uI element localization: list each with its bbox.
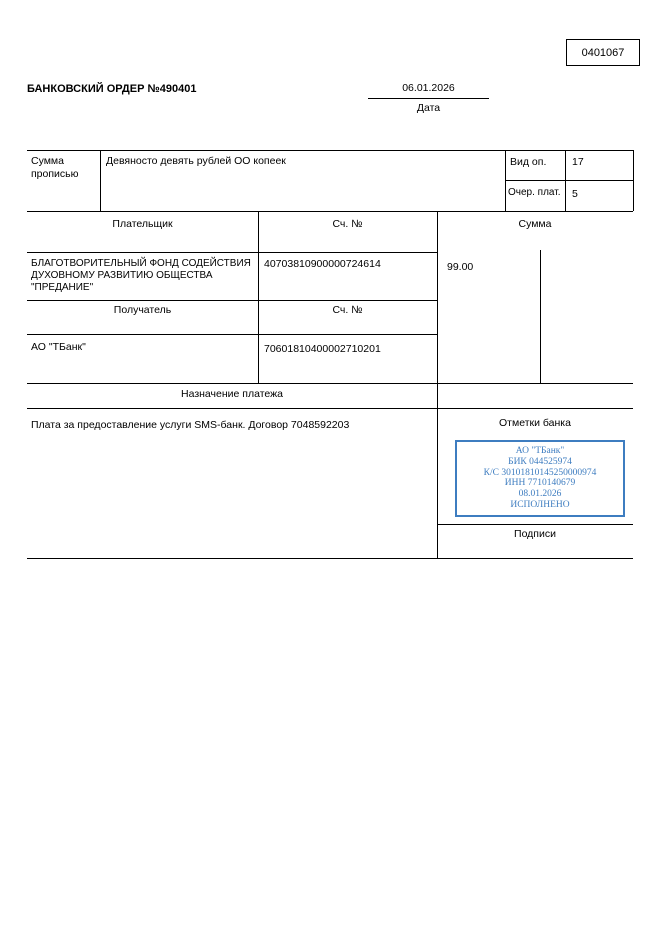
payer-account-header: Сч. № — [332, 218, 363, 230]
stamp-corr-account: К/С 30101810145250000974 — [483, 467, 597, 478]
document-title: БАНКОВСКИЙ ОРДЕР №490401 — [27, 83, 197, 95]
stamp-bik: БИК 044525974 — [508, 456, 572, 467]
recipient-header: Получатель — [113, 304, 172, 316]
amount-words-value: Девяносто девять рублей ОО копеек — [106, 155, 286, 167]
signatures-header: Подписи — [514, 528, 556, 540]
recipient-name: АО "ТБанк" — [31, 341, 86, 353]
table-vline — [540, 250, 541, 383]
date-label: Дата — [416, 102, 441, 114]
stamp-inn: ИНН 7710140679 — [504, 478, 576, 489]
form-code: 0401067 — [581, 46, 625, 59]
operation-type-value: 17 — [572, 156, 584, 168]
priority-label: Очер. плат. — [508, 187, 561, 198]
bank-marks-header: Отметки банка — [499, 417, 571, 429]
table-vline — [437, 211, 438, 558]
form-code-box — [566, 39, 640, 66]
stamp-status: ИСПОЛНЕНО — [510, 499, 570, 510]
stamp-bank-name: АО "ТБанк" — [515, 446, 565, 456]
purpose-value: Плата за предоставление услуги SMS-банк. Договор 7048592203 — [31, 419, 350, 431]
payer-name: БЛАГОТВОРИТЕЛЬНЫЙ ФОНД СОДЕЙСТВИЯ ДУХОВНОМУ РАЗВИТИЮ ОБЩЕСТВА "ПРЕДАНИЕ" — [31, 258, 251, 293]
recipient-account: 70601810400002710201 — [264, 343, 381, 355]
bank-stamp — [455, 440, 625, 517]
table-hline — [27, 558, 633, 559]
payer-header: Плательщик — [112, 218, 173, 230]
purpose-header: Назначение платежа — [181, 388, 283, 400]
table-hline — [27, 383, 633, 384]
stamp-date: 08.01.2026 — [518, 489, 562, 500]
operation-type-label: Вид оп. — [510, 156, 547, 168]
table-vline — [565, 150, 566, 211]
table-vline — [633, 150, 634, 211]
table-hline — [437, 524, 633, 525]
payer-account: 40703810900000724614 — [264, 258, 381, 270]
amount-header: Сумма — [518, 218, 552, 230]
table-hline — [505, 180, 634, 181]
date-value: 06.01.2026 — [368, 82, 489, 99]
table-vline — [258, 211, 259, 383]
amount-words-label: Сумма прописью — [31, 155, 79, 180]
table-hline — [27, 252, 437, 253]
table-vline — [100, 150, 101, 211]
table-hline — [27, 300, 437, 301]
table-hline — [27, 334, 437, 335]
table-vline — [505, 150, 506, 211]
table-hline — [27, 211, 633, 212]
priority-value: 5 — [572, 188, 578, 200]
recipient-account-header: Сч. № — [332, 304, 363, 316]
table-hline — [27, 408, 633, 409]
amount-value: 99.00 — [447, 261, 474, 273]
table-hline — [27, 150, 633, 151]
